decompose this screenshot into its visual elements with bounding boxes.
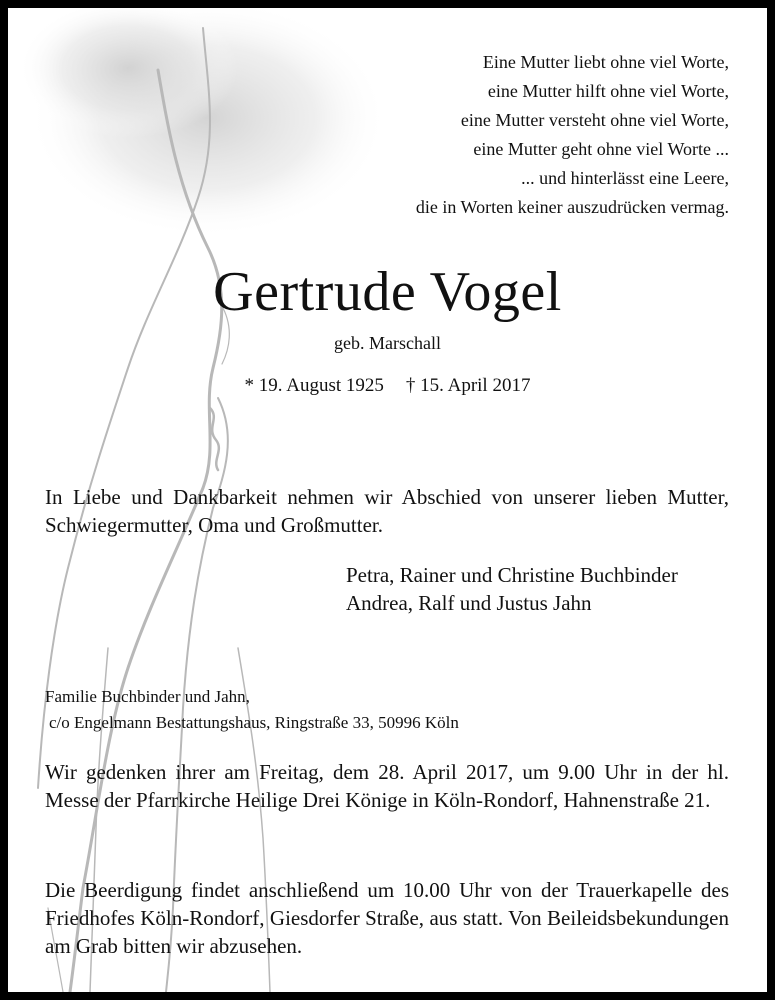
signer-line: Petra, Rainer und Christine Buchbinder bbox=[346, 563, 678, 587]
deceased-name: Gertrude Vogel bbox=[213, 261, 562, 323]
burial-paragraph: Die Beerdigung findet anschließend um 10.00 Uhr von der Trauerkapelle des Friedhofes Köln-Rondorf, Giesdorfer Straße, aus statt. Von Beileidsbekundungen am Grab bitten wir abzusehen. bbox=[45, 878, 729, 958]
poem-line: eine Mutter versteht ohne viel Worte, bbox=[460, 110, 729, 130]
life-dates bbox=[8, 375, 767, 397]
maiden-name: geb. Marschall bbox=[334, 333, 441, 353]
contact-line: Familie Buchbinder und Jahn, bbox=[45, 687, 250, 706]
contact-line: c/o Engelmann Bestattungshaus, Ringstraße 33, 50996 Köln bbox=[49, 713, 459, 732]
poem-line: eine Mutter hilft ohne viel Worte, bbox=[487, 81, 729, 101]
signer-line: Andrea, Ralf und Justus Jahn bbox=[346, 591, 592, 615]
birth-date: * 19. August 1925 bbox=[244, 375, 384, 396]
farewell-paragraph: In Liebe und Dankbarkeit nehmen wir Abschied von unserer lieben Mutter, Schwiegermutter, Oma und Großmutter. bbox=[45, 485, 729, 537]
death-date: † 15. April 2017 bbox=[405, 375, 531, 396]
poem-line: eine Mutter geht ohne viel Worte ... bbox=[473, 139, 729, 159]
obituary-notice bbox=[8, 8, 767, 992]
contact-address bbox=[45, 684, 459, 736]
poem-line: ... und hinterlässt eine Leere, bbox=[521, 168, 729, 188]
poem-line: Eine Mutter liebt ohne viel Worte, bbox=[482, 52, 729, 72]
poem bbox=[416, 48, 729, 222]
mass-paragraph: Wir gedenken ihrer am Freitag, dem 28. April 2017, um 9.00 Uhr in der hl. Messe der Pfarrkirche Heilige Drei Könige in Köln-Rondorf, Hahnenstraße 21. bbox=[45, 760, 729, 812]
poem-line: die in Worten keiner auszudrücken vermag. bbox=[415, 197, 729, 217]
signers bbox=[346, 561, 678, 617]
